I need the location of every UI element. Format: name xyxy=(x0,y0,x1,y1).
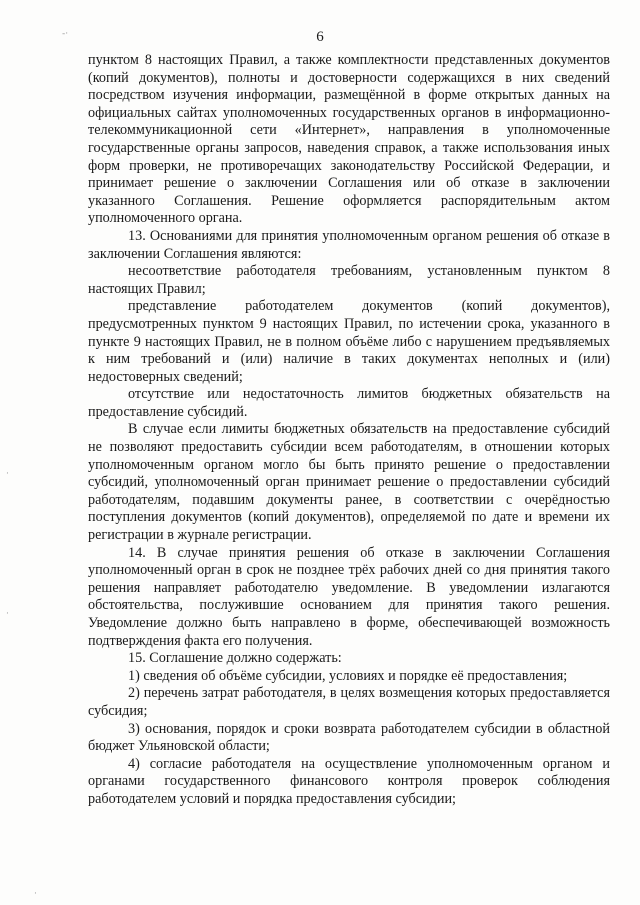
scan-speck: · xyxy=(34,889,37,899)
document-body xyxy=(88,52,610,809)
paragraph-limits-order: В случае если лимиты бюджетных обязательств на предоставление субсидий не позволяют предоставить субсидии всем работодателям, в отношении которых уполномоченным органом могло бы быть принято решение о предоставлении субсидий, уполномоченный орган принимает решение о предоставлении субсидий работодателям, подавшим документы ранее, в соответствии с очерёдностью поступления документов (копий документов), определяемой по дате и времени их регистрации в журнале регистрации. xyxy=(88,421,610,544)
paragraph-ground-noncompliance: несоответствие работодателя требованиям, установленным пунктом 8 настоящих Правил; xyxy=(88,263,610,297)
paragraph-ground-documents: представление работодателем документов (копий документов), предусмотренных пунктом 9 настоящих Правил, по истечении срока, указанного в пункте 9 настоящих Правил, не в полном объёме либо с нарушением предъявляемых к ним требований и (или) наличие в таких документах неполных и (или) недостоверных сведений; xyxy=(88,298,610,385)
paragraph-clause-13: 13. Основаниями для принятия уполномоченным органом решения об отказе в заключении Соглашения являются: xyxy=(88,227,610,262)
page-number: 6 xyxy=(316,29,324,45)
paragraph-clause-14: 14. В случае принятия решения об отказе в заключении Соглашения уполномоченный орган в срок не позднее трёх рабочих дней со дня принятия такого решения направляет работодателю уведомление. В уведомлении излагаются обстоятельства, послужившие основанием для принятия такого решения. Уведомление должно быть направлено в форме, обеспечивающей возможность подтверждения факта его получения. xyxy=(88,544,610,649)
scan-speck: · xyxy=(6,469,9,479)
scan-speck: · xyxy=(6,609,9,619)
paragraph-item-2: 2) перечень затрат работодателя, в целях возмещения которых предоставляется субсидия; xyxy=(88,685,610,719)
scan-speck: -· xyxy=(62,29,69,39)
paragraph-clause-15: 15. Соглашение должно содержать: xyxy=(128,650,342,667)
paragraph-continuation: пунктом 8 настоящих Правил, а также комплектности представленных документов (копий документов), полноты и достоверности содержащихся в них сведений посредством изучения информации, размещённой в форме открытых данных на официальных сайтах уполномоченных государственных органов в информационно-телекоммуникационной сети «Интернет», направления в уполномоченные государственные органы запросов, наведения справок, а также использования иных форм проверки, не противоречащих законодательству Российской Федерации, и принимает решение о заключении Соглашения или об отказе в заключении указанного Соглашения. Решение оформляется распорядительным актом уполномоченного органа. xyxy=(88,52,610,227)
paragraph-item-3: 3) основания, порядок и сроки возврата работодателем субсидии в областной бюджет Ульяновской области; xyxy=(88,720,610,755)
paragraph-item-1: 1) сведения об объёме субсидии, условиях и порядке её предоставления; xyxy=(128,667,568,684)
paragraph-item-4: 4) согласие работодателя на осуществление уполномоченным органом и органами государственного финансового контроля проверок соблюдения работодателем условий и порядка предоставления субсидии; xyxy=(88,755,610,807)
paragraph-ground-limits: отсутствие или недостаточность лимитов бюджетных обязательств на предоставление субсидий. xyxy=(88,386,610,420)
